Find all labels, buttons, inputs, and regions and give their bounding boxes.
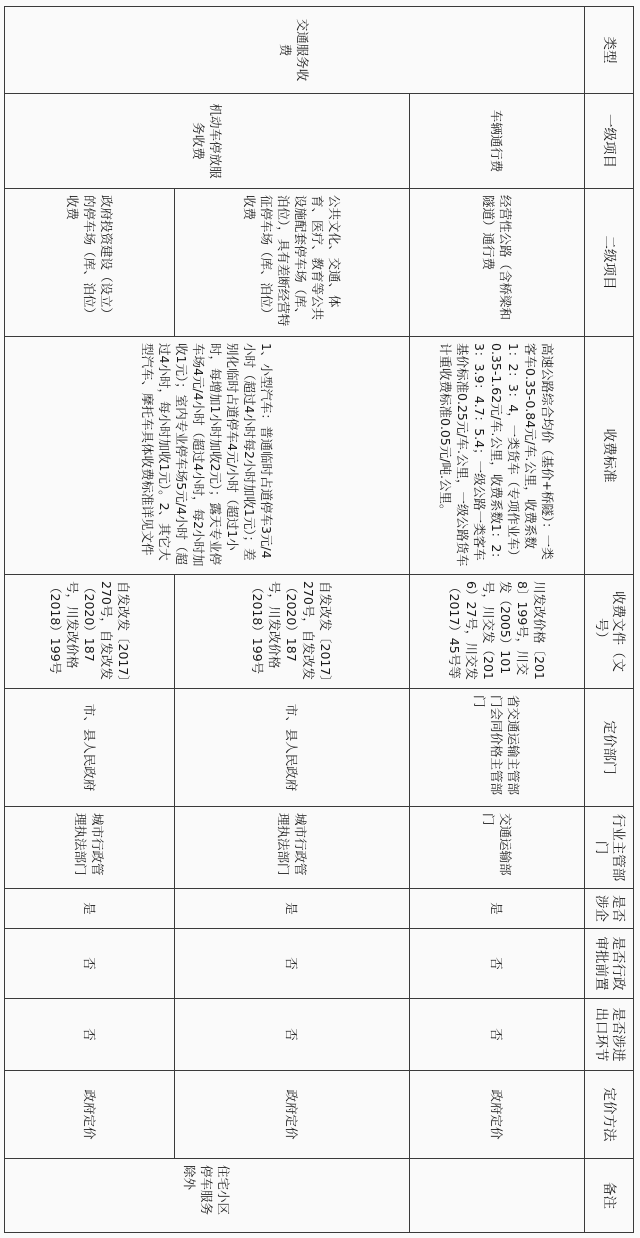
table-row [5, 7, 175, 1233]
doc-cell: 自发改发〔2017〕270号，自发改发（2020）187号，川发改价格（2018）199号 [5, 575, 175, 689]
header-dept: 定价部门 [585, 689, 634, 807]
level1-cell: 车辆通行费 [410, 94, 585, 189]
header-industry: 行业主管部门 [585, 807, 634, 889]
header-level1: 一级项目 [585, 94, 634, 189]
header-enterprise: 是否涉企 [585, 889, 634, 929]
header-method: 定价方法 [585, 1071, 634, 1159]
method-cell: 政府定价 [410, 1071, 585, 1159]
dept-cell: 市、县人民政府 [175, 689, 410, 807]
header-row [585, 7, 634, 1233]
doc-cell: 自发改发〔2017〕270号，自发改发（2020）187号，川发改价格（2018）199号 [175, 575, 410, 689]
note-cell: 住宅小区停车服务除外 [5, 1159, 410, 1233]
level2-cell: 公共文化、交通、体育、医疗、教育等公共设施配套停车场（库、泊位），具有差断经营特征停车场（库、泊位）收费 [175, 189, 410, 337]
dept-cell: 省交通运输主管部门会同价格主管部门 [410, 689, 585, 807]
import-cell: 否 [175, 999, 410, 1071]
header-import: 是否涉进出口环节 [585, 999, 634, 1071]
table-row [410, 7, 585, 1233]
standard-cell: 1、小型汽车：普通临时占道停车3元/4小时（超过4小时每2小时加收1元）；差别化临时占道停车4元/小时（超过1小时，每增加1小时加收2元）；露天专业停车场4元/4小时（超过4小时，每2小时加收1元）；室内专业停车场5元/4小时（超过4小时，每小时加收1元）。2、其它大型汽车、摩托车具体收费标准详见文件 [5, 337, 410, 575]
enterprise-cell: 是 [175, 889, 410, 929]
note-cell [410, 1159, 585, 1233]
industry-cell: 城市行政管理执法部门 [5, 807, 175, 889]
fee-table [4, 6, 634, 1233]
table-row [175, 7, 410, 1233]
import-cell: 否 [5, 999, 175, 1071]
header-note: 备注 [585, 1159, 634, 1233]
header-level2: 二级项目 [585, 189, 634, 337]
standard-cell: 高速公路综合均价（基价+桥隧）：一类客车0.35-0.84元/车.公里，收费系数1：2：3：4，一类货车（专项作业车）0.35-1.62元/车.公里，收费系数1：2：3：3.9：4.7：5.4；一级公路一类客车基价标准0.25元/车.公里，一级公路货车计重收费标准0.05元/吨.公里。 [410, 337, 585, 575]
doc-cell: 川发改价格〔2018〕199号，川交发（2005）101号，川交发（2016）27号，川交发（2017）45号等 [410, 575, 585, 689]
import-cell: 否 [410, 999, 585, 1071]
category-cell: 交通服务收费 [5, 7, 585, 94]
method-cell: 政府定价 [175, 1071, 410, 1159]
dept-cell: 市、县人民政府 [5, 689, 175, 807]
industry-cell: 交通运输部门 [410, 807, 585, 889]
approval-cell: 否 [5, 929, 175, 999]
approval-cell: 否 [175, 929, 410, 999]
header-doc: 收费文件（文号） [585, 575, 634, 689]
level2-cell: 政府投资建设（设立）的停车场（库、泊位）收费 [5, 189, 175, 337]
enterprise-cell: 是 [5, 889, 175, 929]
industry-cell: 城市行政管理执法部门 [175, 807, 410, 889]
header-standard: 收费标准 [585, 337, 634, 575]
level1-cell: 机动车停放服务收费 [5, 94, 410, 189]
level2-cell: 经营性公路（含桥梁和隧道）通行费 [410, 189, 585, 337]
header-approval: 是否行政审批前置 [585, 929, 634, 999]
approval-cell: 否 [410, 929, 585, 999]
enterprise-cell: 是 [410, 889, 585, 929]
method-cell: 政府定价 [5, 1071, 175, 1159]
header-type: 类型 [585, 7, 634, 94]
